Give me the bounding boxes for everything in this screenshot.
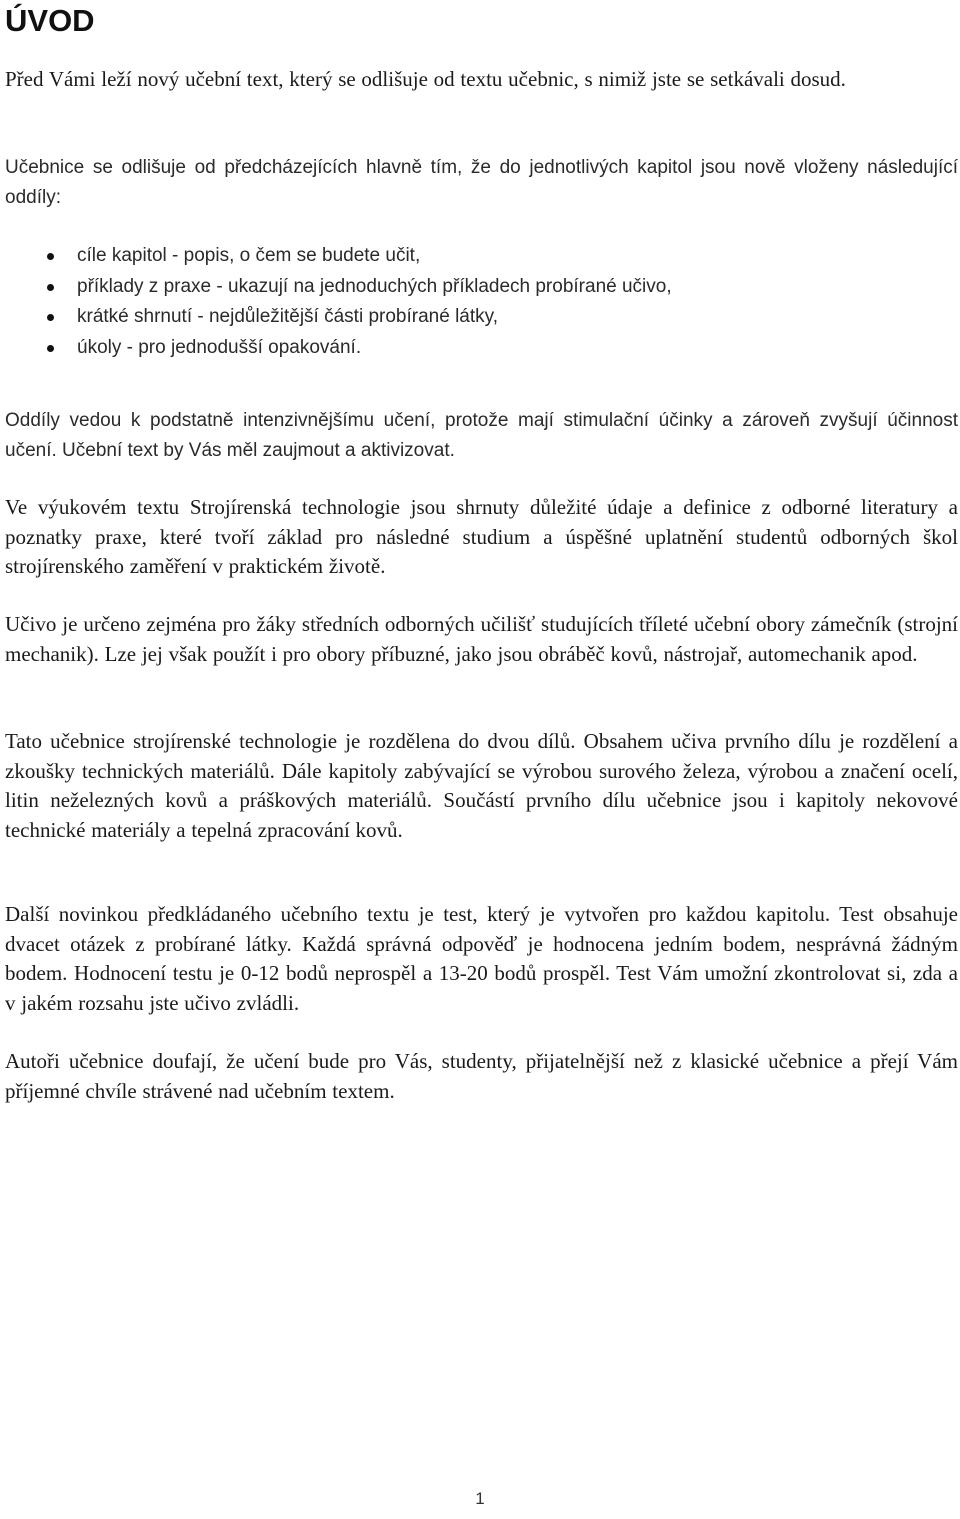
structure-paragraph: Tato učebnice strojírenské technologie je rozdělena do dvou dílů. Obsahem učiva prvního dílu je rozdělení a zkoušky technických materiálů. Dále kapitoly zabývající se výrobou surového železa, výrobou a značení ocelí, litin neželezných kovů a práškových materiálů. Součástí prvního dílu učebnice jsou i kapitoly nekovové technické materiály a tepelná zpracování kovů. bbox=[5, 729, 958, 842]
intro-paragraph: Před Vámi leží nový učební text, který se odlišuje od textu učebnic, s nimiž jste se setkávali dosud. bbox=[5, 67, 846, 91]
bullet-icon bbox=[47, 314, 54, 321]
list-item bbox=[0, 302, 672, 333]
list-item-text: úkoly - pro jednodušší opakování. bbox=[77, 337, 362, 359]
list-item-text: cíle kapitol - popis, o čem se budete učit, bbox=[77, 245, 421, 266]
bullet-icon bbox=[47, 345, 54, 352]
list-item bbox=[0, 241, 672, 272]
list-item bbox=[0, 272, 672, 303]
purpose-paragraph: Oddíly vedou k podstatně intenzivnějšímu učení, protože mají stimulační účinky a zároveň zvyšují účinnost učení. Učební text by Vás měl zaujmout a aktivizovat. bbox=[5, 410, 958, 461]
audience-paragraph: Učivo je určeno zejména pro žáky středních odborných učilišť studujících tříleté učební obory zámečník (strojní mechanik). Lze jej však použít i pro obory příbuzné, jako jsou obráběč kovů, nástrojař, automechanik apod. bbox=[5, 612, 958, 666]
list-item-text: příklady z praxe - ukazují na jednoduchých příkladech probírané učivo, bbox=[77, 275, 672, 297]
bullet-icon bbox=[47, 253, 54, 260]
page-number: 1 bbox=[475, 1489, 485, 1508]
test-paragraph: Další novinkou předkládaného učebního textu je test, který je vytvořen pro každou kapitolu. Test obsahuje dvacet otázek z probírané látky. Každá správná odpověď je hodnocena jedním bodem, nesprávná žádným bodem. Hodnocení testu je 0-12 bodů neprospěl a 13-20 bodů prospěl. Test Vám umožní zkontrolovat si, zda a v jakém rozsahu jste učivo zvládli. bbox=[5, 902, 958, 1015]
sections-paragraph: Učebnice se odlišuje od předcházejících hlavně tím, že do jednotlivých kapitol jsou nově vloženy následující oddíly: bbox=[5, 157, 958, 208]
content-paragraph: Ve výukovém textu Strojírenská technologie jsou shrnuty důležité údaje a definice z odborné literatury a poznatky praxe, které tvoří základ pro následné studium a úspěšné uplatnění studentů odborných škol strojírenského zaměření v praktickém životě. bbox=[5, 495, 958, 578]
list-item-text: krátké shrnutí - nejdůležitější části probírané látky, bbox=[77, 306, 499, 328]
page-title: ÚVOD bbox=[5, 3, 95, 38]
closing-paragraph: Autoři učebnice doufají, že učení bude pro Vás, studenty, přijatelnější než z klasické učebnice a přejí Vám příjemné chvíle strávené nad učebním textem. bbox=[5, 1049, 958, 1103]
list-item bbox=[0, 333, 672, 364]
bullet-icon bbox=[47, 284, 54, 291]
sections-list bbox=[0, 241, 672, 364]
